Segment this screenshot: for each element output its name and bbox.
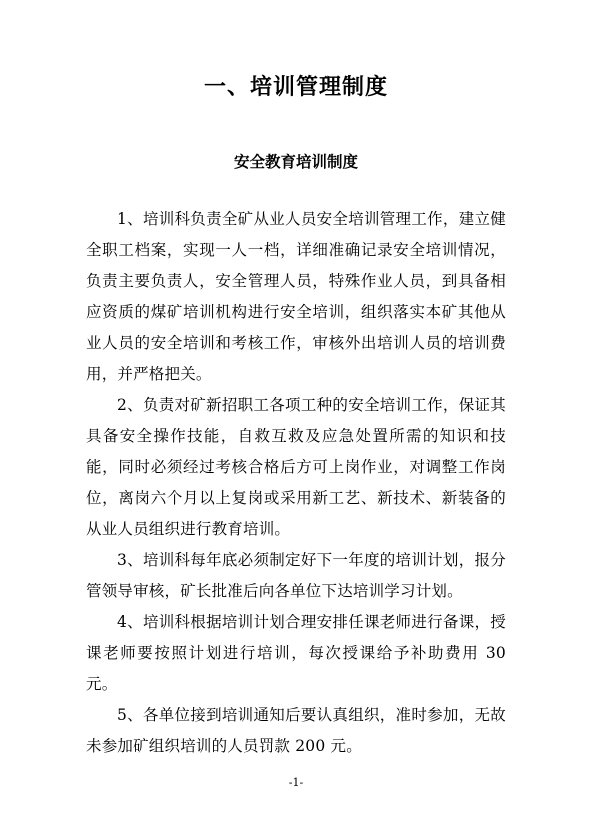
paragraph-3: 3、培训科每年底必须制定好下一年度的培训计划，报分管领导审核，矿长批准后向各单位下达培训学习计划。 <box>86 551 506 600</box>
document-body <box>86 204 506 762</box>
page-number: -1- <box>288 776 304 789</box>
paragraph-2: 2、负责对矿新招职工各项工种的安全培训工作，保证其具备安全操作技能，自救互救及应急处置所需的知识和技能，同时必须经过考核合格后方可上岗作业，对调整工作岗位，离岗六个月以上复岗或采用新工艺、新技术、新装备的从业人员组织进行教育培训。 <box>86 396 506 538</box>
page-title: 一、培训管理制度 <box>203 74 388 100</box>
paragraph-4: 4、培训科根据培训计划合理安排任课老师进行备课，授课老师要按照计划进行培训，每次授课给予补助费用 30 元。 <box>86 613 506 693</box>
section-subtitle: 安全教育培训制度 <box>233 152 358 171</box>
paragraph-5: 5、各单位接到培训通知后要认真组织，准时参加，无故未参加矿组织培训的人员罚款 200 元。 <box>86 706 506 755</box>
paragraph-1: 1、培训科负责全矿从业人员安全培训管理工作，建立健全职工档案，实现一人一档，详细准确记录安全培训情况，负责主要负责人，安全管理人员，特殊作业人员，到具备相应资质的煤矿培训机构进行安全培训，组织落实本矿其他从业人员的安全培训和考核工作，审核外出培训人员的培训费用，并严格把关。 <box>86 210 506 383</box>
